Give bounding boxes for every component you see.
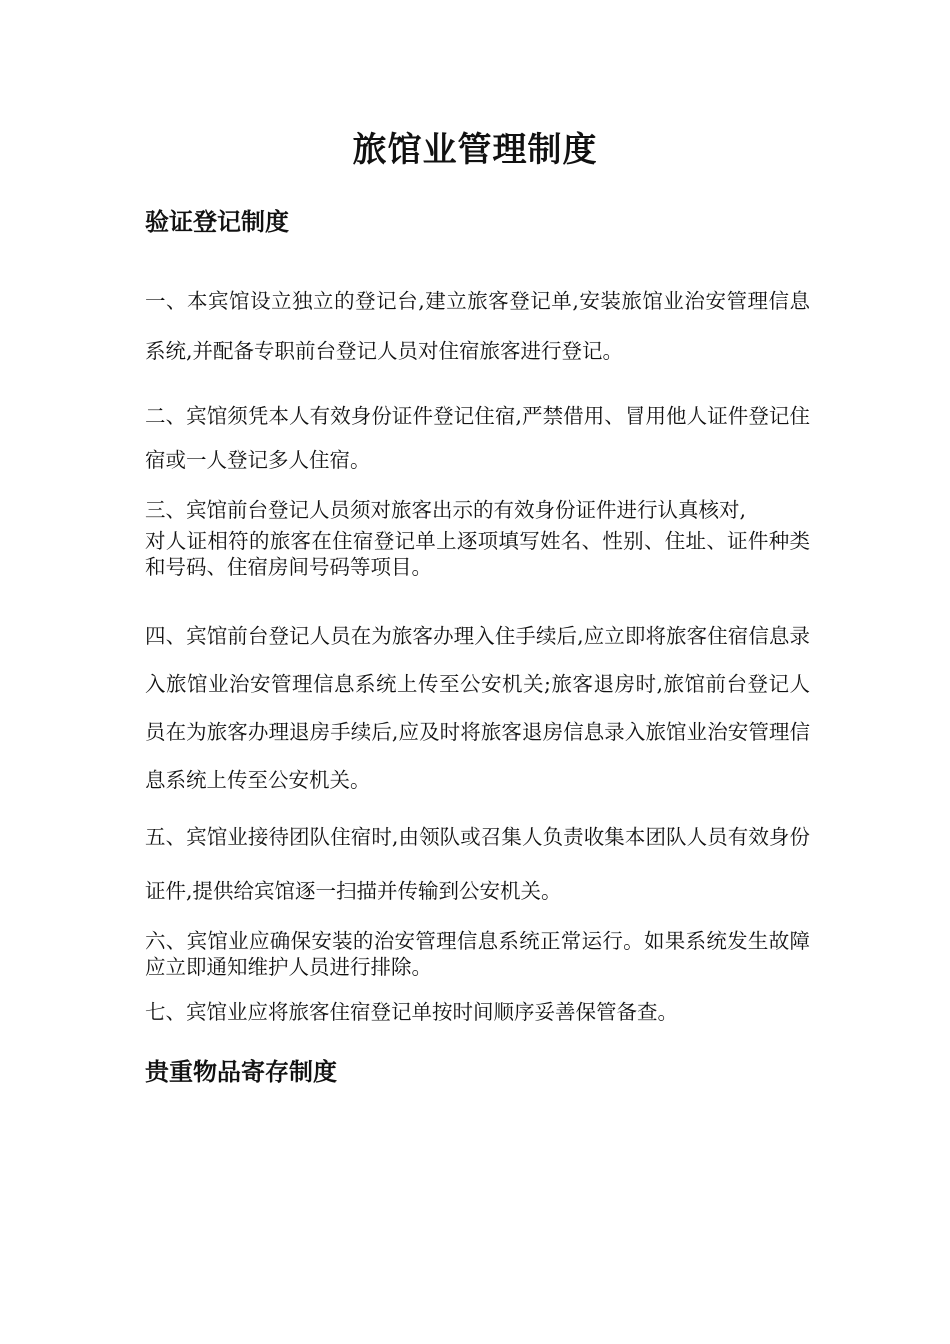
- section-heading-verification: 验证登记制度: [145, 207, 289, 236]
- paragraph-6: 六、宾馆业应确保安装的治安管理信息系统正常运行。如果系统发生故障应立即通知维护人员进行排除。: [145, 929, 810, 979]
- paragraph-3-tail: 对人证相符的旅客在住宿登记单上逐项填写姓名、性别、住址、证件种类和号码、住宿房间号码等项目。: [145, 529, 810, 579]
- paragraph-2: 二、宾馆须凭本人有效身份证件登记住宿,严禁借用、冒用他人证件登记住宿或一人登记多人住宿。: [145, 404, 810, 472]
- paragraph-7: 七、宾馆业应将旅客住宿登记单按时间顺序妥善保管备查。: [145, 1000, 678, 1024]
- paragraph-3: [145, 492, 810, 580]
- paragraph-5: 五、宾馆业接待团队住宿时,由领队或召集人负责收集本团队人员有效身份证件,提供给宾馆逐一扫描并传输到公安机关。: [145, 825, 810, 903]
- paragraph-3-head: 三、宾馆前台登记人员须对旅客出示的有效身份证件进行认真核对,: [145, 498, 747, 522]
- paragraph-4: 四、宾馆前台登记人员在为旅客办理入住手续后,应立即将旅客住宿信息录入旅馆业治安管理信息系统上传至公安机关;旅客退房时,旅馆前台登记人员在为旅客办理退房手续后,应及时将旅客退房信息录入旅馆业治安管理信息系统上传至公安机关。: [145, 624, 810, 792]
- paragraph-1: 一、本宾馆设立独立的登记台,建立旅客登记单,安装旅馆业治安管理信息系统,并配备专职前台登记人员对住宿旅客进行登记。: [145, 289, 810, 363]
- section-heading-valuables: 贵重物品寄存制度: [145, 1057, 337, 1086]
- document-title: 旅馆业管理制度: [352, 130, 598, 170]
